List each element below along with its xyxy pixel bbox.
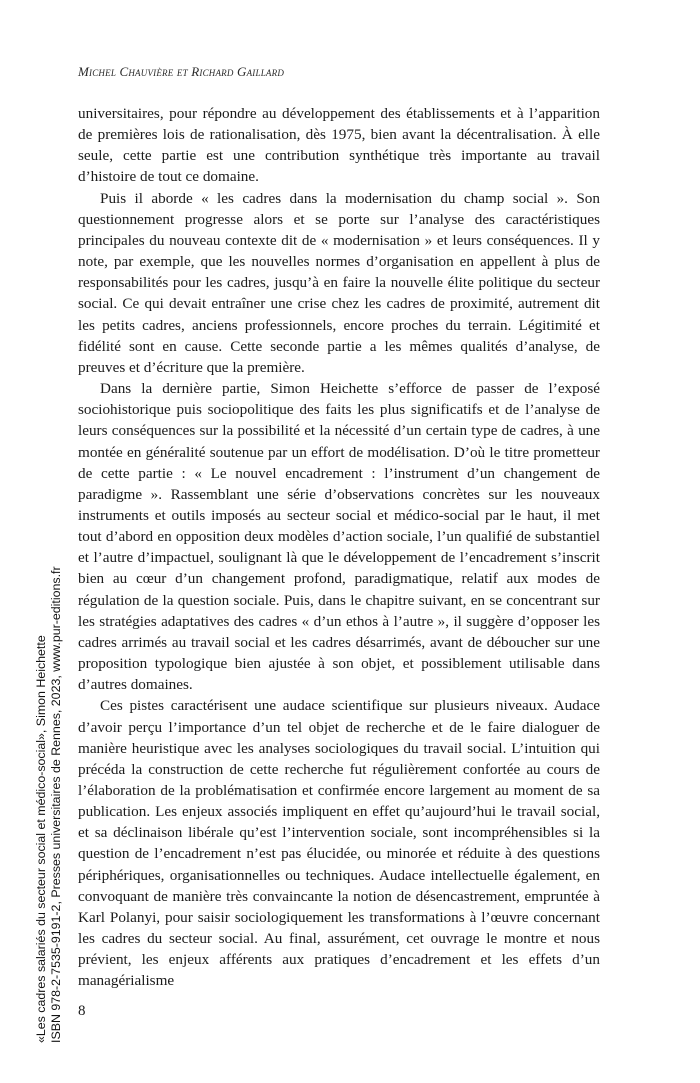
side-notice-line-1: «Les cadres salariés du secteur social et médico-social», Simon Heichette: [34, 635, 48, 1043]
paragraph: Puis il aborde « les cadres dans la modernisation du champ social ». Son questionnement progresse alors et se porte sur l’analyse des caractéristiques principales du nouveau contexte dit de « modernisation » et leurs conséquences. Il y note, par exemple, que les nouvelles normes d’organisation en appellent à plus de responsabilités pour les cadres, jusqu’à en faire la nouvelle élite politique du secteur social. Ce qui devait entraîner une crise chez les cadres de proximité, autrement dit les petits cadres, anciens professionnels, encore proches du terrain. Légitimité et fidélité sont en cause. Cette seconde partie a les mêmes qualités d’analyse, de preuves et d’écriture que la première.: [78, 189, 600, 376]
page-number: 8: [78, 1003, 86, 1019]
side-notice-text: [34, 566, 64, 1043]
copyright-side-notice: [34, 63, 64, 1043]
body-text: [78, 103, 600, 992]
paragraph: universitaires, pour répondre au développement des établissements et à l’apparition de premières lois de rationalisation, dès 1975, bien avant la décentralisation. À elle seule, cette partie est une contribution synthétique très importante au travail d’histoire de tout ce domaine.: [78, 105, 600, 186]
paragraph: Ces pistes caractérisent une audace scientifique sur plusieurs niveaux. Audace d’avoir perçu l’importance d’un tel objet de recherche et de le faire dialoguer de manière heuristique avec les analyses sociologiques du travail social. L’intuition qui précéda la construction de cette recherche fut régulièrement confortée au cours de l’élaboration de la problématisation et confirmée encore largement au moment de sa publication. Les enjeux associés impliquent en effet qu’aujourd’hui le travail social, et sa déclinaison libérale qu’est l’intervention sociale, sont incompréhensibles si la question de l’encadrement n’est pas élucidée, ou minorée et réduite à des questions périphériques, organisationnelles ou techniques. Audace intellectuelle également, en convoquant de manière très convaincante la notion de désencastrement, empruntée à Karl Polanyi, pour saisir sociologiquement les transformations à l’œuvre concernant les cadres du secteur social. Au final, assurément, cet ouvrage le montre et nous prévient, les enjeux afférents aux pratiques d’encadrement et les effets d’un managérialisme: [78, 697, 600, 990]
side-notice-line-2: ISBN 978-2-7535-9191-2, Presses universitaires de Rennes, 2023, www.pur-editions.fr: [49, 566, 63, 1043]
paragraph: Dans la dernière partie, Simon Heichette s’efforce de passer de l’exposé sociohistorique puis sociopolitique des faits les plus significatifs et de l’analyse de leurs conséquences sur la possibilité et la nécessité d’un certain type de cadres, à une montée en généralité soutenue par un effort de modélisation. D’où le titre prometteur de cette partie : « Le nouvel encadrement : l’instrument d’un changement de paradigme ». Rassemblant une série d’observations concrètes sur les nouveaux instruments et outils imposés au secteur social et médico-social par le haut, il met tout d’abord en opposition deux modèles d’action sociale, l’un qualifié de substantiel et l’autre d’impactuel, soulignant là que le développement de l’encadrement s’inscrit bien au cœur d’un changement profond, paradigmatique, relatif aux modes de régulation de la question sociale. Puis, dans le chapitre suivant, en se concentrant sur les stratégies adaptatives des cadres « d’un ethos à l’autre », il suggère d’opposer les cadres arrimés au travail social et les cadres désarrimés, avant de déboucher sur une proposition typologique bien ajustée à son objet, et possiblement utilisable dans d’autres domaines.: [78, 380, 600, 694]
running-head: Michel Chauvière et Richard Gaillard: [78, 64, 285, 79]
